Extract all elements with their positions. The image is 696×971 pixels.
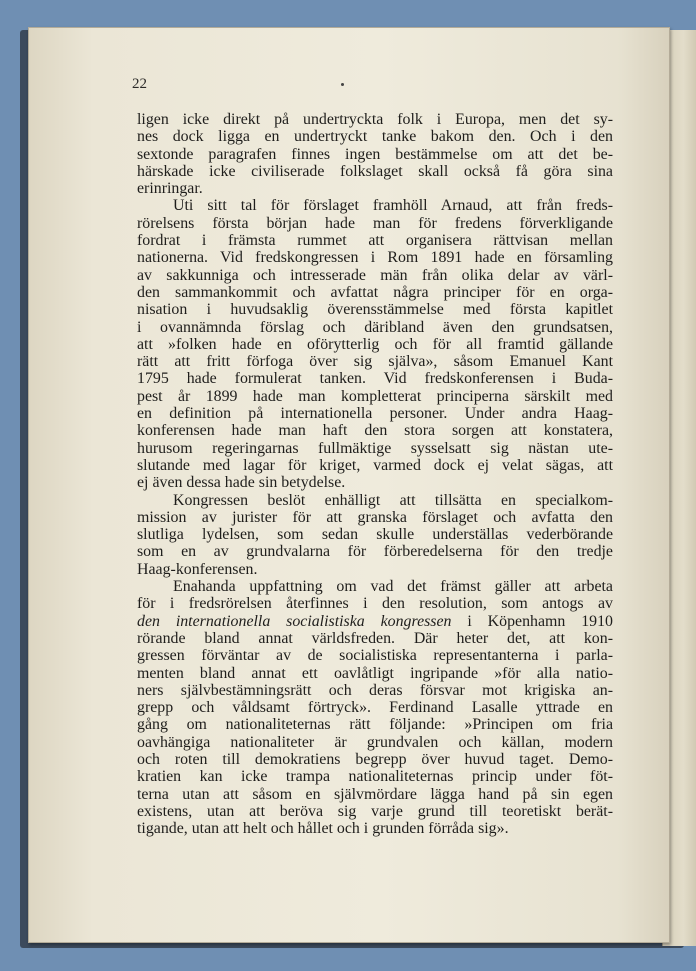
text-line: ners självbestämningsrätt och deras försvar mot krigiska an- [137, 681, 613, 699]
text-line: gressen förväntar av de socialistiska representanterna i parla- [137, 647, 613, 665]
italic-phrase: den internationella socialistiska kongressen [137, 612, 452, 630]
text-line: pest år 1899 hade man kompletterat principerna särskilt med [137, 387, 613, 405]
text-line: slutande med lagar för kriget, varmed dock ej velat sägas, att [137, 456, 613, 474]
text-line: nationerna. Vid fredskongressen i Rom 1891 hade en församling [137, 249, 613, 267]
text-line: i ovannämnda förslag och däribland även den grundsatsen, [137, 318, 613, 336]
text-line: nes dock ligga en undertryckt tanke bakom den. Och i den [137, 128, 613, 146]
text-line: Kongressen beslöt enhälligt att tillsätta en specialkom- [173, 491, 613, 509]
text-line: oavhängiga nationaliteter är grundvalen och källan, modern [137, 733, 613, 751]
text-line: rörelsens första början hade man för fredens förverkligande [137, 214, 613, 232]
text-line: mission av jurister för att granska förslaget och avfatta den [137, 508, 613, 526]
text-line: av sakkunniga och intresserade män från olika delar av värl- [137, 266, 613, 284]
text-line: gång om nationaliteternas rätt följande: »Principen om fria [137, 716, 613, 734]
body-text [137, 111, 613, 837]
text-line: existens, utan att beröva sig varje grund till teoretiskt berät- [137, 802, 613, 820]
text-line: ligen icke direkt på undertryckta folk i Europa, men det sy- [137, 111, 613, 128]
text-line: ej även dessa hade sin betydelse. [137, 474, 346, 492]
text-line: den sammankommit och avfattat några principer för en orga- [137, 283, 613, 301]
text-line: 1795 hade formulerat tanken. Vid fredskonferensen i Buda- [137, 370, 613, 388]
text-segment: i Köpenhamn 1910 [451, 612, 613, 630]
text-line: som en av grundvalarna för förberedelserna för den tredje [137, 543, 613, 561]
text-line: Haag-konferensen. [137, 560, 258, 578]
text-line: grepp och våldsamt förtryck». Ferdinand Lasalle yttrade en [137, 699, 613, 717]
ink-speck [341, 83, 344, 86]
text-line: konferensen hade man haft den stora sorgen att konstatera, [137, 422, 613, 440]
text-line: terna utan att såsom en självmördare lägga hand på sin egen [137, 785, 613, 803]
text-line: en definition på internationella personer. Under andra Haag- [137, 405, 613, 423]
text-line: att »folken hade en oförytterlig och för all framtid gällande [137, 335, 613, 353]
text-line: nisation i huvudsaklig överensstämmelse med första kapitlet [137, 301, 613, 319]
text-line: tigande, utan att helt och hållet och i grunden förråda sig». [137, 820, 509, 838]
text-line [137, 613, 613, 630]
text-line: rätt att fritt förfoga över sig själva», såsom Emanuel Kant [137, 353, 613, 371]
text-line: slutliga lydelsen, som sedan skulle underställas vederbörande [137, 526, 613, 544]
text-line: Uti sitt tal för förslaget framhöll Arnaud, att från freds- [173, 197, 613, 215]
text-line: erinringar. [137, 180, 203, 198]
text-line: sextonde paragrafen finnes ingen bestämmelse om att det be- [137, 145, 613, 163]
text-line: fordrat i främsta rummet att organisera rättvisan mellan [137, 232, 613, 250]
text-line: härskade icke civiliserade folkslaget skall också få göra sina [137, 162, 613, 180]
text-line: för i fredsrörelsen återfinnes i den resolution, som antogs av [137, 595, 613, 613]
text-line: och roten till demokratiens begrepp över huvud taget. Demo- [137, 750, 613, 768]
text-line: menten bland annat ett oavlåtligt ingripande »för alla natio- [137, 664, 613, 682]
text-line: rörande bland annat världsfreden. Där heter det, att kon- [137, 629, 613, 647]
text-line: Enahanda uppfattning om vad det främst gäller att arbeta [173, 578, 613, 596]
text-line: kratien kan icke trampa nationaliteternas princip under föt- [137, 768, 613, 786]
page-number: 22 [132, 76, 147, 92]
text-line: hurusom regeringarnas fullmäktige sysselsatt sig nästan ute- [137, 439, 613, 457]
